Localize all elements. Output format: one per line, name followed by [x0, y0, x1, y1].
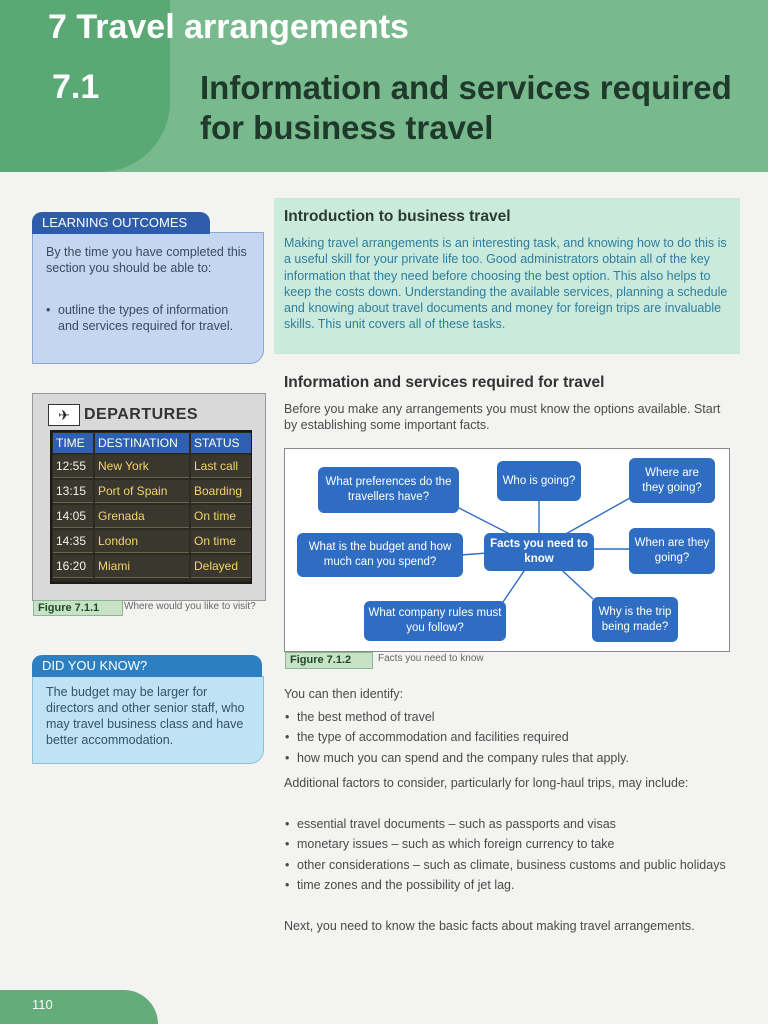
table-row [53, 505, 251, 528]
paragraph: Additional factors to consider, particularly for long-haul trips, may include: [284, 776, 689, 790]
section-title: Information and services required for business travel [200, 69, 732, 146]
paragraph: You can then identify: [284, 687, 404, 701]
departure-destination: London [95, 530, 189, 553]
list-item: • essential travel documents – such as passports and visas [284, 816, 734, 832]
table-row [53, 530, 251, 553]
page-number: 110 [32, 997, 53, 1012]
departure-destination: Miami [95, 555, 189, 578]
departure-destination: Grenada [95, 505, 189, 528]
table-row [53, 455, 251, 478]
learning-outcomes-intro: By the time you have completed this section you should be able to: [46, 245, 247, 275]
departures-title: DEPARTURES [84, 406, 199, 423]
node-who: Who is going? [497, 461, 581, 501]
departure-time: 14:05 [53, 505, 93, 528]
factors-list [284, 816, 734, 897]
node-facts-center: Facts you need to know [484, 533, 594, 571]
column-header-destination: DESTINATION [95, 433, 189, 453]
departure-time: 12:55 [53, 455, 93, 478]
figure-label: Figure 7.1.1 [33, 600, 123, 616]
list-item: • the best method of travel [284, 709, 734, 725]
list-item: • other considerations – such as climate, business customs and public holidays [284, 857, 734, 873]
departures-table [51, 431, 253, 580]
intro-text: Making travel arrangements is an interesting task, and knowing how to do this is a useful skill for your private life too. Good administrators obtain all of the key information that they need before choosing the best option. This also helps to keep the costs down. Understanding the available services, planning a schedule and knowing about travel documents and money for foreign trips are invaluable skills. This unit covers all of these tasks. [284, 236, 728, 332]
departure-status: Boarding [191, 480, 251, 503]
list-item: • the type of accommodation and facilities required [284, 729, 734, 745]
departure-destination: New York [95, 455, 189, 478]
list-item: • how much you can spend and the company rules that apply. [284, 750, 734, 766]
list-item: • time zones and the possibility of jet lag. [284, 877, 734, 893]
facts-diagram [284, 448, 730, 652]
column-header-time: TIME [53, 433, 93, 453]
figure-caption: Where would you like to visit? [124, 601, 256, 612]
node-budget: What is the budget and how much can you spend? [297, 533, 463, 577]
departure-status: Last call [191, 455, 251, 478]
departure-status: Delayed [191, 555, 251, 578]
node-rules: What company rules must you follow? [364, 601, 506, 641]
airplane-icon: ✈ [48, 404, 80, 426]
departure-time: 13:15 [53, 480, 93, 503]
section-heading: Information and services required for travel [284, 374, 605, 391]
chapter-title: 7 Travel arrangements [48, 8, 409, 46]
departure-status: On time [191, 505, 251, 528]
identify-list [284, 709, 734, 770]
departure-status: On time [191, 530, 251, 553]
departure-time: 14:35 [53, 530, 93, 553]
node-where: Where are they going? [629, 458, 715, 503]
did-you-know-label: DID YOU KNOW? [32, 655, 262, 677]
node-when: When are they going? [629, 528, 715, 574]
section-number: 7.1 [52, 68, 100, 106]
paragraph: Before you make any arrangements you must know the options available. Start by establishing some important facts. [284, 402, 721, 433]
page-number-tab [0, 990, 158, 1024]
paragraph: Next, you need to know the basic facts about making travel arrangements. [284, 919, 695, 933]
learning-outcomes-bullet: • outline the types of information and services required for travel. [46, 302, 251, 334]
column-header-status: STATUS [191, 433, 251, 453]
figure-label: Figure 7.1.2 [285, 652, 373, 669]
table-row [53, 555, 251, 578]
table-row [53, 480, 251, 503]
node-preferences: What preferences do the travellers have? [318, 467, 459, 513]
node-why: Why is the trip being made? [592, 597, 678, 642]
departure-destination: Port of Spain [95, 480, 189, 503]
did-you-know-text: The budget may be larger for directors and other senior staff, who may travel business class and have better accommodation. [46, 685, 245, 747]
list-item: • monetary issues – such as which foreign currency to take [284, 836, 734, 852]
intro-heading: Introduction to business travel [284, 208, 511, 225]
learning-outcomes-bullet-text: outline the types of information and services required for travel. [58, 303, 234, 333]
figure-caption: Facts you need to know [378, 653, 484, 664]
departure-time: 16:20 [53, 555, 93, 578]
learning-outcomes-label: LEARNING OUTCOMES [32, 212, 210, 234]
